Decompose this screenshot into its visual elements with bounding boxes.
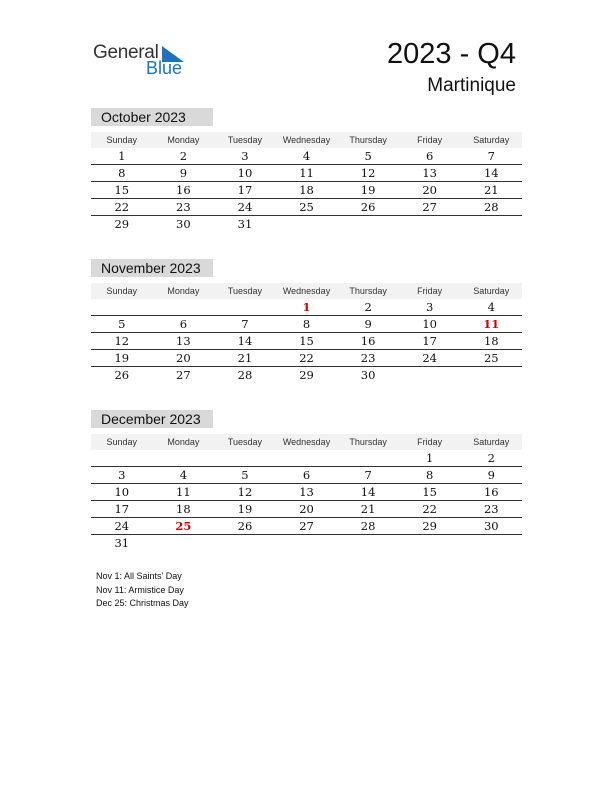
weekday-label: Wednesday [282,135,331,145]
day-cell: 19 [114,351,130,365]
day-cell: 9 [487,468,495,482]
empty-day-cell [276,450,338,466]
day-cell: 27 [176,368,191,382]
day-cell: 21 [360,502,376,516]
day-cell: 15 [299,334,314,348]
day-cell: 10 [422,317,437,331]
weekday-label: Monday [167,135,200,145]
day-cell: 20 [176,351,191,365]
empty-day-cell [399,535,461,551]
day-cell: 15 [114,183,130,197]
month-december [91,410,522,551]
day-cell: 8 [118,166,126,180]
day-cell: 23 [483,502,499,516]
weekday-header [91,283,522,299]
day-cell: 4 [487,300,495,314]
day-cell: 28 [360,519,376,533]
day-cell: 14 [360,485,376,499]
day-cell: 19 [237,502,253,516]
day-cell: 16 [483,485,499,499]
day-cell: 25 [299,200,314,214]
day-cell: 28 [237,368,253,382]
day-cell: 22 [114,200,130,214]
weeks-grid [91,299,522,383]
month-title: October 2023 [91,108,213,126]
day-cell: 21 [237,351,253,365]
logo-blue-text: Blue [146,58,183,78]
month-title: December 2023 [91,410,213,428]
day-cell: 18 [299,183,314,197]
weekday-label: Wednesday [282,437,331,447]
day-cell: 21 [483,183,499,197]
day-cell: 30 [360,368,376,382]
day-cell: 7 [487,149,495,163]
day-cell: 10 [114,485,130,499]
week-row [91,518,522,535]
day-cell: 17 [114,502,130,516]
holiday-note: Dec 25: Christmas Day [96,598,189,608]
day-cell: 9 [179,166,188,180]
weekday-label: Thursday [349,286,387,296]
week-row [91,367,522,383]
day-cell: 30 [483,519,499,533]
day-cell: 11 [176,485,191,499]
day-cell: 13 [422,166,437,180]
day-cell: 22 [299,351,314,365]
week-row [91,535,522,551]
weekday-header [91,132,522,148]
empty-day-cell [214,450,276,466]
month-october [91,108,522,232]
week-row [91,316,522,333]
day-cell: 2 [364,300,372,314]
holiday-notes [96,570,189,611]
day-cell: 20 [422,183,437,197]
day-cell: 7 [241,317,249,331]
month-november [91,259,522,383]
day-cell: 12 [114,334,130,348]
day-cell: 27 [299,519,314,533]
day-cell: 5 [364,149,372,163]
day-cell: 28 [483,200,499,214]
holiday-day-cell: 11 [483,317,500,331]
weekday-label: Tuesday [227,286,263,296]
holiday-day-cell: 1 [302,300,311,314]
day-cell: 31 [114,536,130,550]
day-cell: 18 [483,334,499,348]
day-cell: 6 [426,149,434,163]
day-cell: 25 [483,351,499,365]
weekday-label: Saturday [473,286,510,296]
day-cell: 19 [360,183,376,197]
holiday-note: Nov 11: Armistice Day [96,584,184,595]
day-cell: 14 [237,334,253,348]
day-cell: 23 [360,351,376,365]
day-cell: 8 [426,468,434,482]
day-cell: 16 [360,334,376,348]
day-cell: 29 [114,217,130,231]
day-cell: 12 [237,485,253,499]
day-cell: 29 [299,368,314,382]
day-cell: 14 [483,166,499,180]
day-cell: 6 [302,468,311,482]
day-cell: 13 [176,334,191,348]
weekday-label: Sunday [106,437,138,447]
empty-day-cell [276,216,338,232]
logo-general-text: General [93,42,159,63]
weekday-label: Monday [167,437,200,447]
day-cell: 24 [237,200,253,214]
weekday-header [91,434,522,450]
day-cell: 12 [360,166,376,180]
day-cell: 17 [422,334,437,348]
weeks-grid [91,148,522,232]
weekday-label: Friday [417,135,443,145]
day-cell: 22 [422,502,437,516]
weekday-label: Tuesday [227,135,263,145]
empty-day-cell [276,535,338,551]
empty-day-cell [337,216,399,232]
day-cell: 26 [114,368,130,382]
week-row [91,484,522,501]
day-cell: 13 [299,485,314,499]
empty-day-cell [337,535,399,551]
day-cell: 23 [176,200,191,214]
day-cell: 17 [237,183,253,197]
day-cell: 26 [360,200,376,214]
day-cell: 3 [241,149,249,163]
empty-day-cell [153,450,215,466]
empty-day-cell [460,216,522,232]
day-cell: 20 [299,502,314,516]
holiday-day-cell: 25 [175,519,192,533]
week-row [91,148,522,165]
weekday-label: Friday [417,286,443,296]
quarter-title: 2023 - Q4 [387,38,516,70]
day-cell: 3 [426,300,434,314]
week-row [91,350,522,367]
week-row [91,216,522,232]
weekday-label: Thursday [349,437,387,447]
holiday-note: Nov 1: All Saints’ Day [96,571,182,581]
empty-day-cell [399,216,461,232]
empty-day-cell [460,367,522,383]
weeks-grid [91,450,522,551]
month-title: November 2023 [91,259,213,277]
empty-day-cell [214,299,276,315]
week-row [91,333,522,350]
day-cell: 4 [302,149,311,163]
empty-day-cell [337,450,399,466]
empty-day-cell [153,299,215,315]
weekday-label: Saturday [473,135,510,145]
empty-day-cell [214,535,276,551]
day-cell: 1 [426,451,434,465]
week-row [91,199,522,216]
country-name: Martinique [427,75,516,96]
day-cell: 1 [118,149,126,163]
weekday-label: Saturday [473,437,510,447]
day-cell: 16 [176,183,191,197]
empty-day-cell [460,535,522,551]
day-cell: 2 [179,149,188,163]
day-cell: 5 [241,468,249,482]
day-cell: 30 [176,217,191,231]
empty-day-cell [399,367,461,383]
weekday-label: Monday [167,286,200,296]
week-row [91,165,522,182]
day-cell: 2 [487,451,495,465]
weekday-label: Sunday [106,135,138,145]
day-cell: 27 [422,200,437,214]
day-cell: 11 [299,166,314,180]
day-cell: 4 [179,468,188,482]
day-cell: 26 [237,519,253,533]
generalblue-logo [93,42,193,78]
week-row [91,299,522,316]
day-cell: 18 [176,502,191,516]
week-row [91,182,522,199]
week-row [91,501,522,518]
empty-day-cell [91,299,153,315]
week-row [91,467,522,484]
day-cell: 7 [364,468,372,482]
weekday-label: Sunday [106,286,138,296]
weekday-label: Wednesday [282,286,331,296]
day-cell: 5 [118,317,126,331]
weekday-label: Friday [417,437,443,447]
day-cell: 31 [237,217,253,231]
day-cell: 9 [364,317,372,331]
day-cell: 24 [422,351,437,365]
weekday-label: Thursday [349,135,387,145]
day-cell: 29 [422,519,437,533]
day-cell: 8 [302,317,311,331]
day-cell: 15 [422,485,437,499]
empty-day-cell [91,450,153,466]
day-cell: 6 [179,317,188,331]
week-row [91,450,522,467]
day-cell: 24 [114,519,130,533]
empty-day-cell [153,535,215,551]
day-cell: 3 [118,468,126,482]
weekday-label: Tuesday [227,437,263,447]
day-cell: 10 [237,166,253,180]
